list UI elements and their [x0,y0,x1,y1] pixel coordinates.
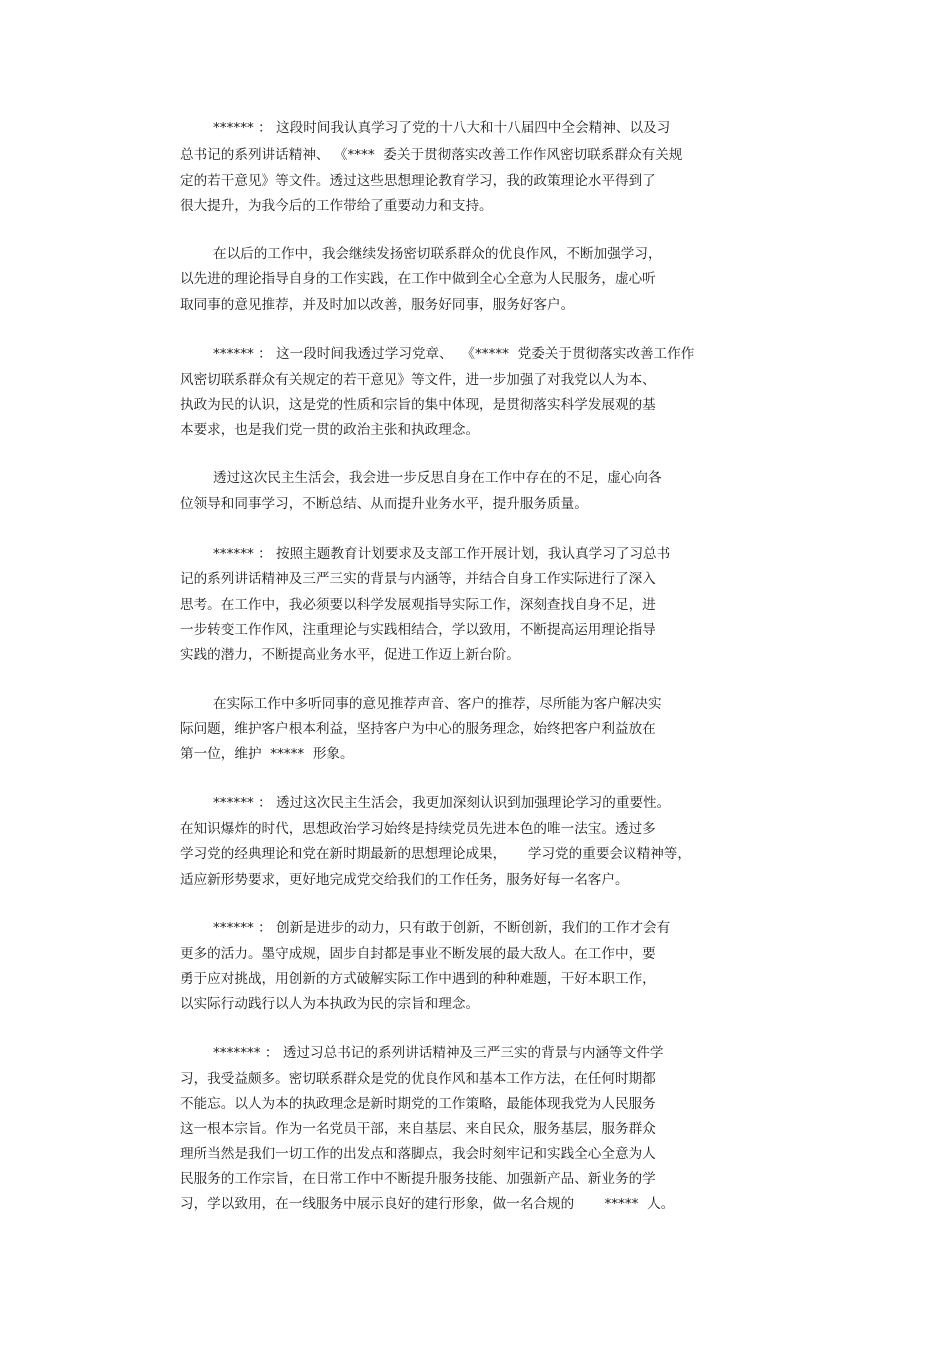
text-line: 以先进的理论指导自身的工作实践，在工作中做到全心全意为人民服务，虚心听 [180,271,656,287]
text-line: ****** ： 按照主题教育计划要求及支部工作开展计划，我认真学习了习总书 [213,546,671,562]
text-line: 第一位，维护 ***** 形象。 [180,746,354,762]
text-line: 一步转变工作作风，注重理论与实践相结合，学以致用，不断提高运用理论指导 [180,622,656,638]
text-line: 总书记的系列讲话精神、 《**** 委关于贯彻落实改善工作作风密切联系群众有关规 [180,147,683,163]
text-line: 很大提升，为我今后的工作带给了重要动力和支持。 [180,198,493,214]
text-line: 执政为民的认识，这是党的性质和宗旨的集中体现，是贯彻落实科学发展观的基 [180,397,656,413]
text-line: ****** ： 透过这次民主生活会，我更加深刻认识到加强理论学习的重要性。 [213,795,671,811]
text-line: 习，学以致用，在一线服务中展示良好的建行形象，做一名合规的 ***** 人。 [180,1196,675,1212]
text-line: 定的若干意见》等文件。透过这些思想理论教育学习，我的政策理论水平得到了 [180,173,656,189]
text-line: 以实际行动践行以人为本执政为民的宗旨和理念。 [180,996,480,1012]
text-line: ****** ： 这段时间我认真学习了党的十八大和十八届四中全会精神、以及习 [213,120,671,136]
text-line: 位领导和同事学习，不断总结、从而提升业务水平，提升服务质量。 [180,496,588,512]
text-line: 学习党的经典理论和党在新时期最新的思想理论成果， 学习党的重要会议精神等， [180,846,691,862]
text-line: ****** ： 这一段时间我透过学习党章、 《***** 党委关于贯彻落实改善工作作 [213,346,695,362]
text-line: 不能忘。以人为本的执政理念是新时期党的工作策略，最能体现我党为人民服务 [180,1096,656,1112]
text-line: 实践的潜力，不断提高业务水平，促进工作迈上新台阶。 [180,647,520,663]
text-line: 在知识爆炸的时代，思想政治学习始终是持续党员先进本色的唯一法宝。透过多 [180,821,656,837]
text-line: 际问题，维护客户根本利益，坚持客户为中心的服务理念，始终把客户利益放在 [180,721,656,737]
text-line: 这一根本宗旨。作为一名党员干部，来自基层、来自民众，服务基层，服务群众 [180,1121,656,1137]
text-line: 理所当然是我们一切工作的出发点和落脚点，我会时刻牢记和实践全心全意为人 [180,1146,656,1162]
text-line: 在以后的工作中，我会继续发扬密切联系群众的优良作风，不断加强学习， [213,246,662,262]
text-line: 更多的活力。墨守成规，固步自封都是事业不断发展的最大敌人。在工作中，要 [180,946,656,962]
text-line: 在实际工作中多听同事的意见推荐声音、客户的推荐，尽所能为客户解决实 [213,696,662,712]
text-line: ****** ： 创新是进步的动力，只有敢于创新，不断创新，我们的工作才会有 [213,920,671,936]
text-line: 透过这次民主生活会，我会进一步反思自身在工作中存在的不足，虚心向各 [213,470,662,486]
text-line: 风密切联系群众有关规定的若干意见》等文件，进一步加强了对我党以人为本、 [180,372,656,388]
text-line: 本要求，也是我们党一贯的政治主张和执政理念。 [180,422,480,438]
text-line: 思考。在工作中，我必须要以科学发展观指导实际工作，深刻查找自身不足，进 [180,597,656,613]
text-line: 适应新形势要求，更好地完成党交给我们的工作任务，服务好每一名客户。 [180,872,629,888]
text-line: 记的系列讲话精神及三严三实的背景与内涵等，并结合自身工作实际进行了深入 [180,571,656,587]
text-line: 取同事的意见推荐，并及时加以改善，服务好同事，服务好客户。 [180,297,575,313]
text-line: ******* ： 透过习总书记的系列讲话精神及三严三实的背景与内涵等文件学 [213,1045,664,1061]
text-line: 勇于应对挑战，用创新的方式破解实际工作中遇到的种种难题，干好本职工作， [180,971,656,987]
text-line: 习，我受益颇多。密切联系群众是党的优良作风和基本工作方法，在任何时期都 [180,1071,656,1087]
text-line: 民服务的工作宗旨，在日常工作中不断提升服务技能、加强新产品、新业务的学 [180,1171,656,1187]
